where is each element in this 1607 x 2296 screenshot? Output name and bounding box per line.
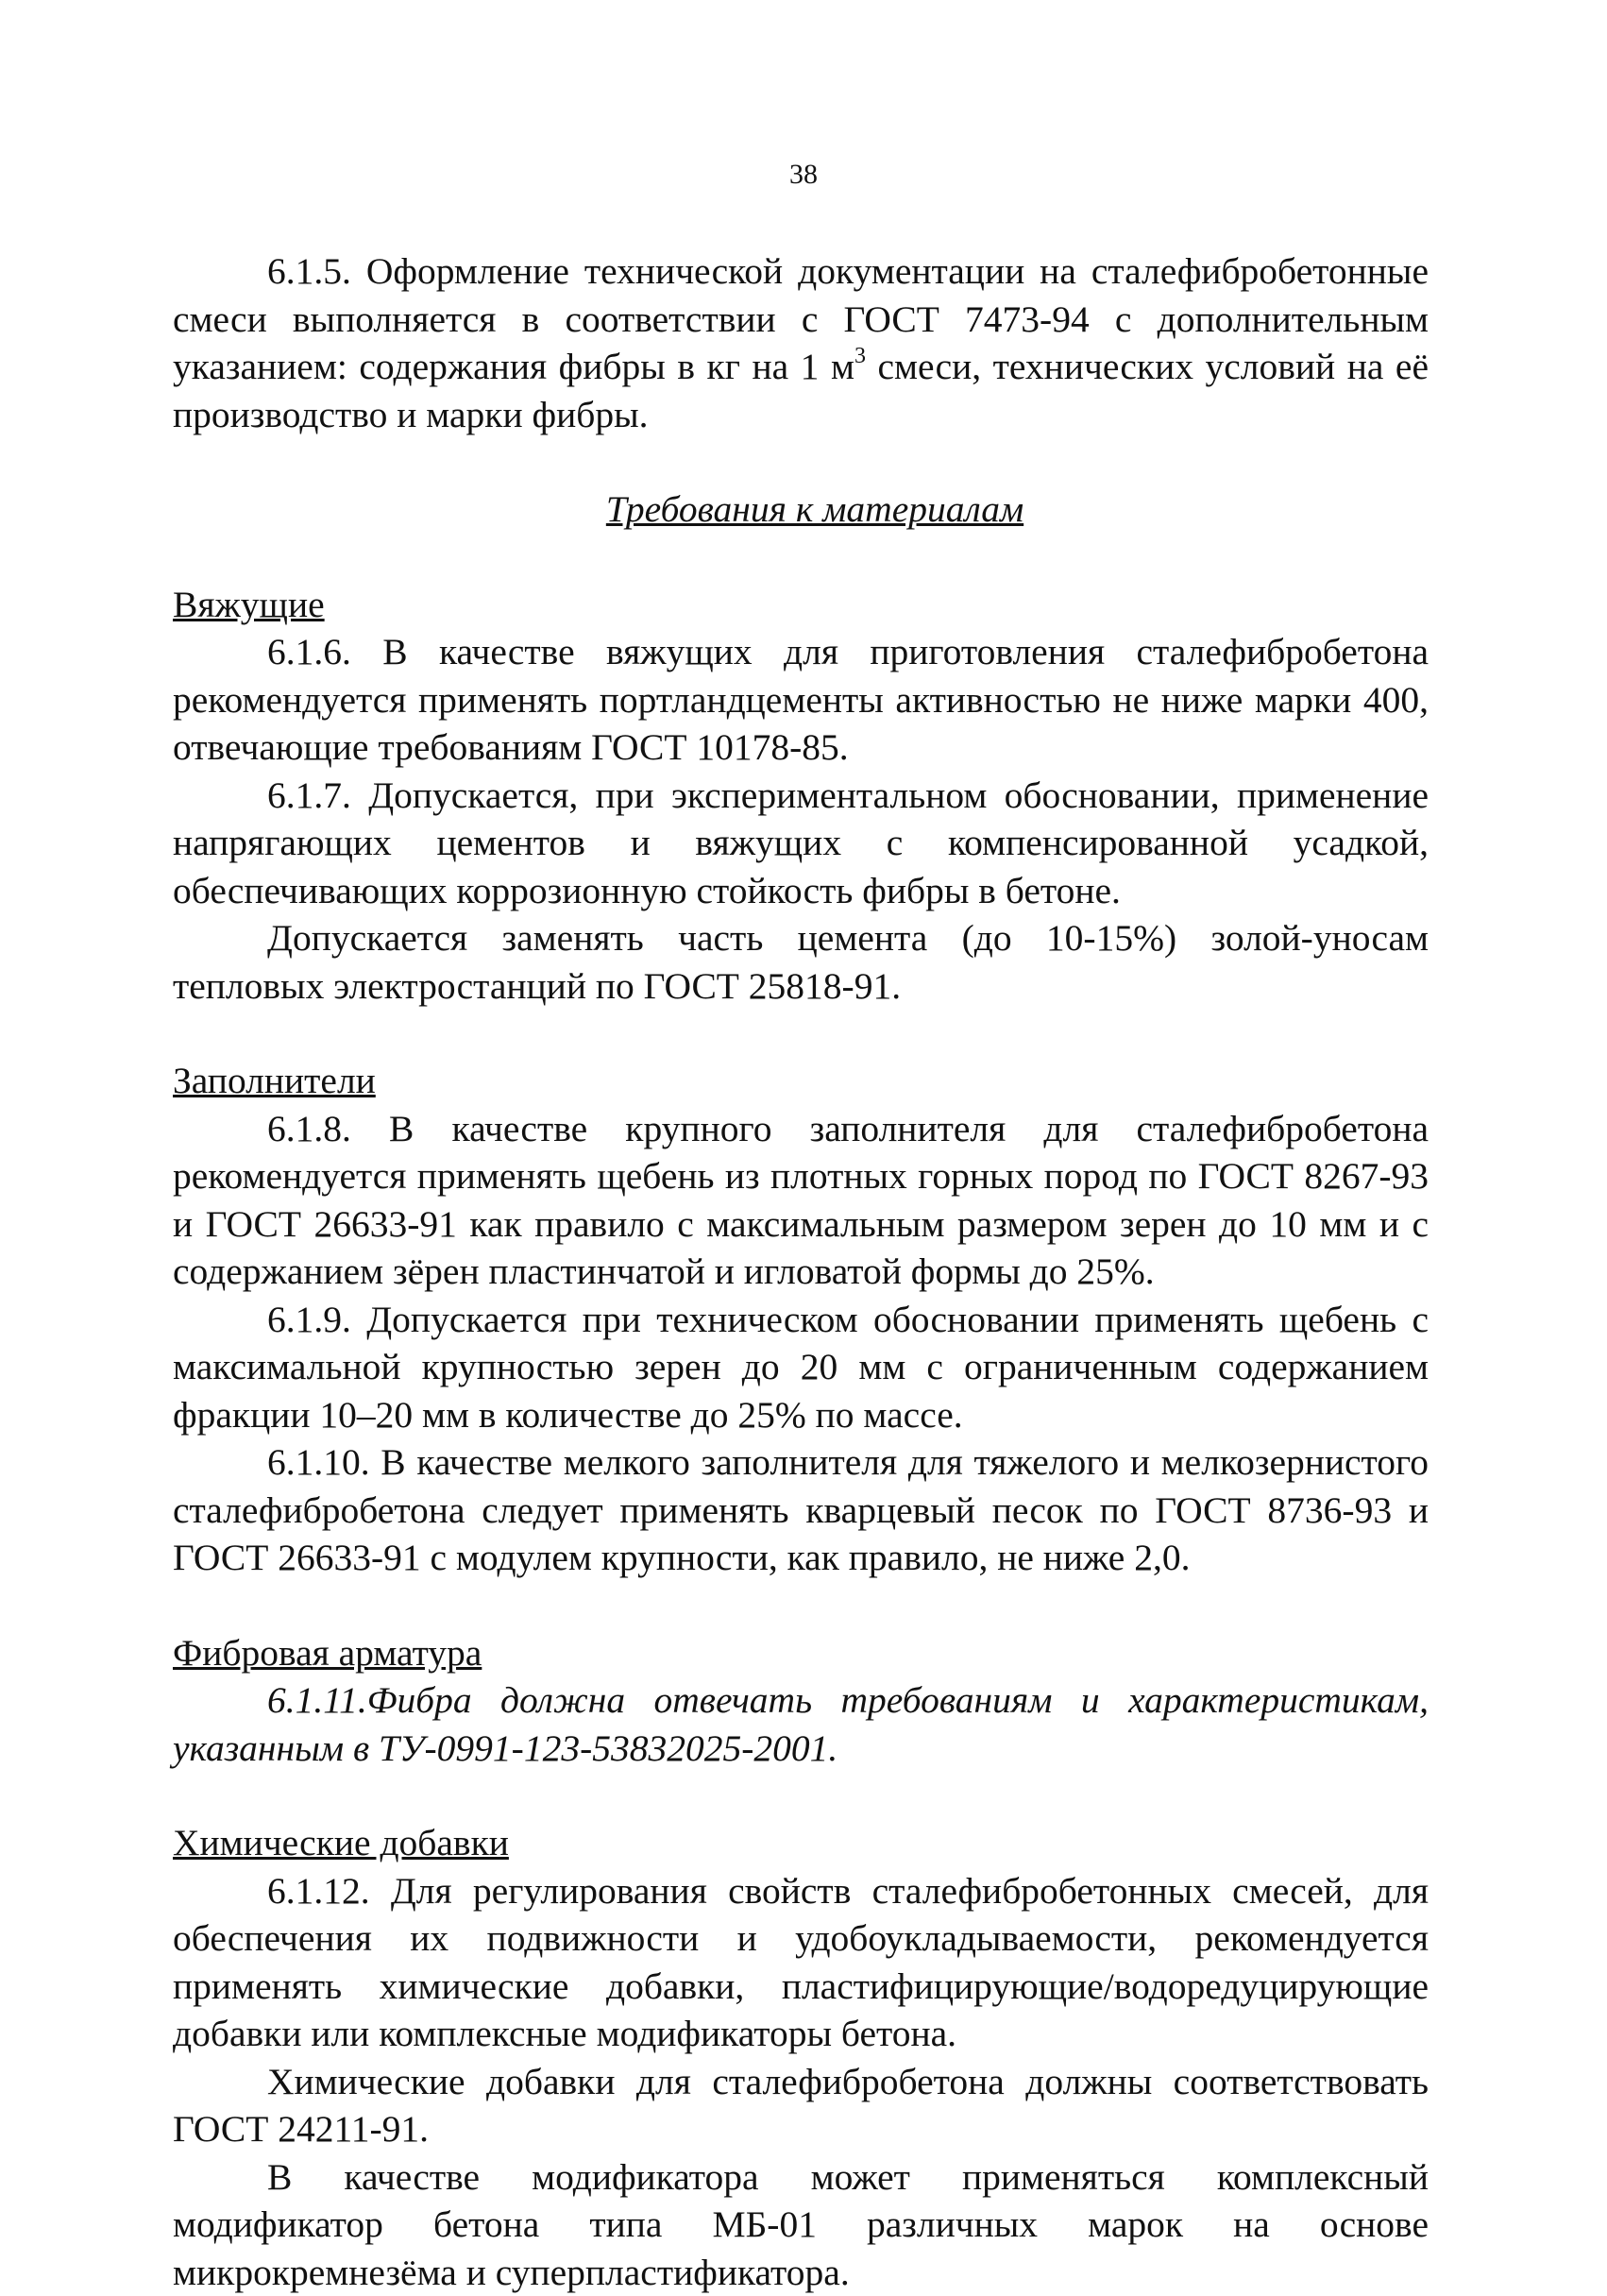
spacer <box>173 1772 1429 1819</box>
paragraph-6-1-7: 6.1.7. Допускается, при экспериментальном обосновании, применение напрягающих цементов и вяжущих с компенсированной усадкой, обеспечивающих коррозионную стойкость фибры в бетоне. <box>173 772 1429 915</box>
spacer <box>173 534 1429 581</box>
spacer <box>173 1010 1429 1057</box>
paragraph-ash-replacement: Допускается заменять часть цемента (до 10-15%) золой-уносам тепловых электростанций по ГОСТ 25818-91. <box>173 914 1429 1010</box>
paragraph-6-1-5-text-end: смеси, технических условий на её производство и марки фибры. <box>173 346 1429 435</box>
paragraph-6-1-8: 6.1.8. В качестве крупного заполнителя для сталефибробетона рекомендуется применять щебень из плотных горных пород по ГОСТ 8267-93 и ГОСТ 26633-91 как правило с максимальным размером зерен до 10 мм и с содержанием зёрен пластинчатой и игловатой формы до 25%. <box>173 1105 1429 1296</box>
paragraph-additive-compliance: Химические добавки для сталефибробетона должны соответствовать ГОСТ 24211-91. <box>173 2058 1429 2153</box>
heading-binders: Вяжущие <box>173 581 1429 629</box>
page-number: 38 <box>0 159 1607 191</box>
spacer <box>173 438 1429 485</box>
paragraph-6-1-5-text: 6.1.5. Оформление технической документации на сталефибробетонные смеси выполняется в соответствии с ГОСТ 7473-94 с дополнительным указанием: содержания фибры в кг на 1 м <box>173 250 1429 387</box>
superscript-cubic: 3 <box>854 344 866 368</box>
heading-chemical-additives: Химические добавки <box>173 1819 1429 1867</box>
heading-aggregates: Заполнители <box>173 1057 1429 1105</box>
paragraph-6-1-11: 6.1.11.Фибра должна отвечать требованиям и характеристикам, указанным в ТУ-0991-123-53832025-2001. <box>173 1676 1429 1772</box>
document-body <box>173 247 1429 2296</box>
paragraph-modifier: В качестве модификатора может применяться комплексный модификатор бетона типа МБ-01 различных марок на основе микрокремнезёма и суперпластификатора. <box>173 2153 1429 2296</box>
paragraph-6-1-6: 6.1.6. В качестве вяжущих для приготовления сталефибробетона рекомендуется применять портландцементы активностью не ниже марки 400, отвечающие требованиям ГОСТ 10178-85. <box>173 628 1429 772</box>
paragraph-6-1-5 <box>173 247 1429 438</box>
section-title-requirements: Требования к материалам <box>173 485 1429 534</box>
spacer <box>173 1582 1429 1629</box>
paragraph-6-1-12: 6.1.12. Для регулирования свойств сталефибробетонных смесей, для обеспечения их подвижности и удобоукладываемости, рекомендуется применять химические добавки, пластифицирующие/водоредуцирующие добавки или комплексные модификаторы бетона. <box>173 1867 1429 2058</box>
paragraph-6-1-9: 6.1.9. Допускается при техническом обосновании применять щебень с максимальной крупностью зерен до 20 мм с ограниченным содержанием фракции 10–20 мм в количестве до 25% по массе. <box>173 1296 1429 1439</box>
heading-fiber-reinforcement: Фибровая арматура <box>173 1629 1429 1677</box>
paragraph-6-1-10: 6.1.10. В качестве мелкого заполнителя для тяжелого и мелкозернистого сталефибробетона следует применять кварцевый песок по ГОСТ 8736-93 и ГОСТ 26633-91 с модулем крупности, как правило, не ниже 2,0. <box>173 1438 1429 1582</box>
